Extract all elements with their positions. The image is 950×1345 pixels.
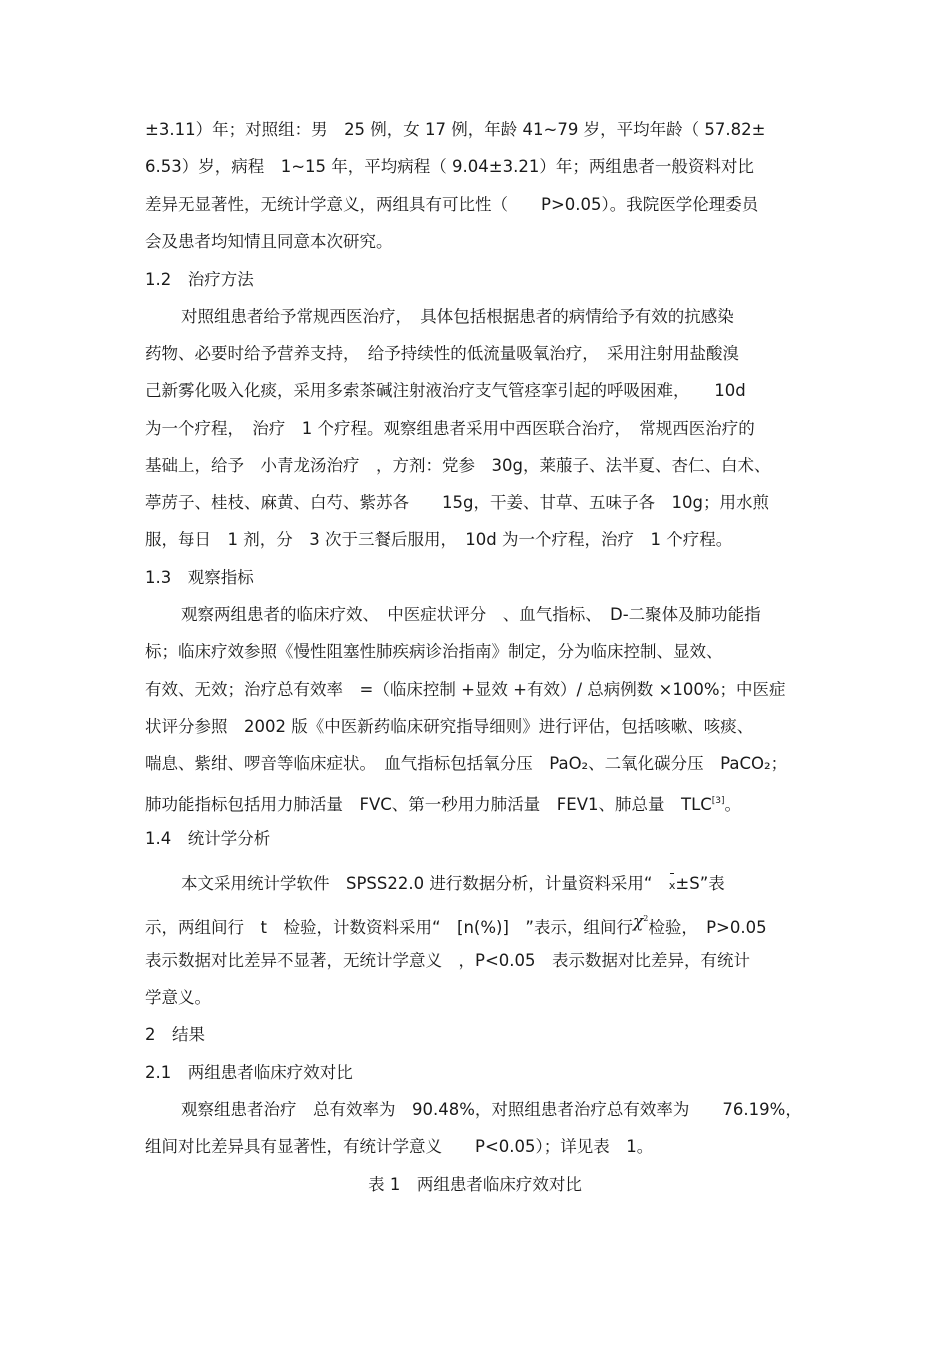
indicator-line-5: 喘息、紫绀、啰音等临床症状。 血气指标包括氧分压 PaO₂、二氧化碳分压 PaCO₂；: [145, 754, 788, 773]
section-heading-2: 2 结果: [145, 1025, 205, 1044]
x-bar-symbol: x: [669, 875, 676, 897]
result-line-2: 组间对比差异具有显著性，有统计学意义 P<0.05）；详见表 1。: [145, 1137, 654, 1156]
method-line-7: 服，每日 1 剂，分 3 次于三餐后服用， 10d 为一个疗程，治疗 1 个疗程。: [145, 530, 733, 549]
stats-line-1-text: 本文采用统计学软件 SPSS22.0 进行数据分析，计量资料采用“: [181, 874, 669, 893]
stats-line-1: [181, 873, 815, 897]
indicator-line-6-text: 肺功能指标包括用力肺活量 FVC、第一秒用力肺活量 FEV1、肺总量 TLC: [145, 795, 712, 814]
indicator-line-6-end: 。: [724, 795, 742, 814]
method-line-2: 药物、必要时给予营养支持， 给予持续性的低流量吸氧治疗， 采用注射用盐酸溴: [145, 344, 739, 363]
citation-ref: [3]: [711, 796, 725, 806]
table-caption: 表 1 两组患者临床疗效对比: [368, 1175, 582, 1194]
method-line-1: 对照组患者给予常规西医治疗， 具体包括根据患者的病情给予有效的抗感染: [181, 307, 734, 326]
method-line-6: 葶苈子、桂枝、麻黄、白芍、紫苏各 15g，干姜、甘草、五味子各 10g；用水煎: [145, 493, 769, 512]
stats-line-2: [145, 912, 815, 940]
result-line-1: 观察组患者治疗 总有效率为 90.48%，对照组患者治疗总有效率为 76.19%，: [181, 1100, 802, 1119]
indicator-line-1: 观察两组患者的临床疗效、 中医症状评分 、血气指标、 D-二聚体及肺功能指: [181, 605, 761, 624]
indicator-line-6: [145, 790, 815, 816]
intro-line-1: ±3.11）年；对照组：男 25 例，女 17 例，年龄 41~79 岁，平均年龄（ 57.82±: [145, 120, 766, 139]
stats-line-1-end: ±S”表: [675, 874, 725, 893]
chi-square-symbol: $\chi^2$: [632, 912, 649, 932]
stats-line-2-text: 示，两组间行 t 检验，计数资料采用“ [n(%)] ”表示，组间行: [145, 918, 633, 937]
intro-line-2: 6.53）岁，病程 1~15 年，平均病程（ 9.04±3.21）年；两组患者一般资料对比: [145, 157, 754, 176]
intro-line-4: 会及患者均知情且同意本次研究。: [145, 232, 393, 251]
stats-line-4: 学意义。: [145, 988, 211, 1007]
section-heading-1-4: 1.4 统计学分析: [145, 829, 271, 848]
indicator-line-4: 状评分参照 2002 版《中医新药临床研究指导细则》进行评估，包括咳嗽、咳痰、: [145, 717, 754, 736]
method-line-4: 为一个疗程， 治疗 1 个疗程。观察组患者采用中西医联合治疗， 常规西医治疗的: [145, 419, 755, 438]
indicator-line-2: 标；临床疗效参照《慢性阻塞性肺疾病诊治指南》制定，分为临床控制、显效、: [145, 642, 723, 661]
method-line-3: 己新雾化吸入化痰，采用多索茶碱注射液治疗支气管痉挛引起的呼吸困难， 10d: [145, 381, 746, 400]
intro-line-3: 差异无显著性，无统计学意义，两组具有可比性（ P>0.05）。我院医学伦理委员: [145, 195, 759, 214]
indicator-line-3: 有效、无效；治疗总有效率 =（临床控制 +显效 +有效）/ 总病例数 ×100%；中医症: [145, 680, 786, 699]
section-heading-1-3: 1.3 观察指标: [145, 568, 254, 587]
section-heading-1-2: 1.2 治疗方法: [145, 270, 254, 289]
section-heading-2-1: 2.1 两组患者临床疗效对比: [145, 1063, 353, 1082]
method-line-5: 基础上，给予 小青龙汤治疗 ，方剂：党参 30g，莱菔子、法半夏、杏仁、白术、: [145, 456, 771, 475]
stats-line-2-end: 检验， P>0.05: [648, 918, 767, 937]
stats-line-3: 表示数据对比差异不显著，无统计学意义 ，P<0.05 表示数据对比差异，有统计: [145, 951, 751, 970]
